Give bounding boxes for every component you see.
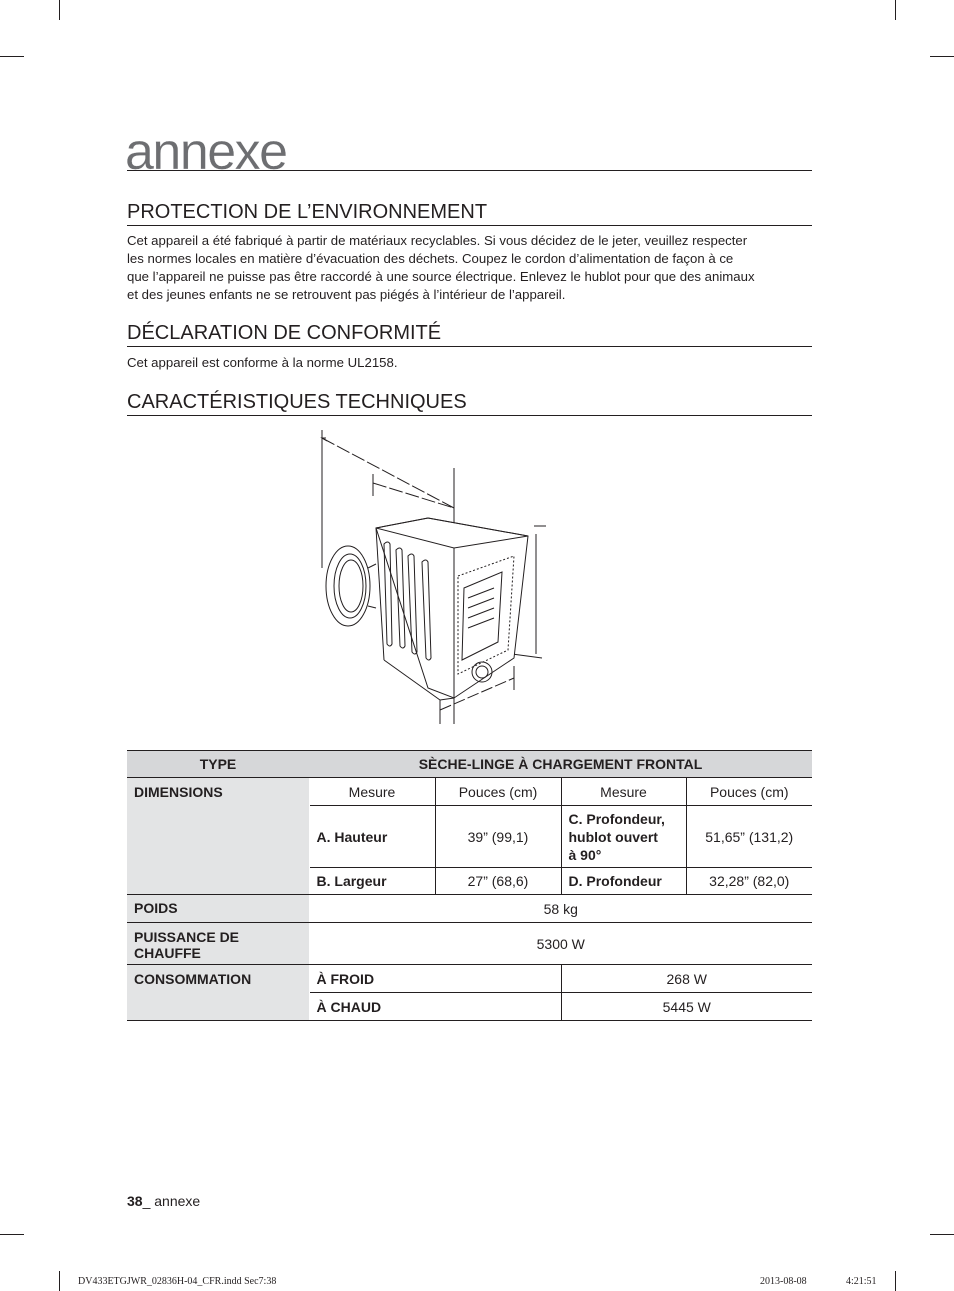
page-number: 38 bbox=[127, 1193, 143, 1209]
cold-value: 268 W bbox=[561, 965, 812, 993]
crop-mark bbox=[895, 1271, 896, 1291]
table-row bbox=[127, 965, 812, 993]
depth-door-open-value: 51,65” (131,2) bbox=[686, 806, 812, 868]
table-row bbox=[127, 751, 812, 778]
column-header: Pouces (cm) bbox=[435, 778, 561, 806]
paragraph-line: les normes locales en matière d’évacuation des déchets. Coupez le cordon d’alimentation de façon à ce bbox=[127, 251, 734, 266]
depth-door-open-label-line: à 90° bbox=[568, 846, 602, 863]
crop-mark bbox=[0, 1234, 24, 1235]
print-slug-date: 2013-08-08 bbox=[760, 1276, 807, 1287]
paragraph-line: que l’appareil ne puisse pas être raccordé à une source électrique. Enlevez le hublot pour que des animaux bbox=[127, 269, 755, 284]
print-slug-time: 4:21:51 bbox=[846, 1276, 877, 1287]
width-label: B. Largeur bbox=[309, 868, 435, 895]
hot-label: À CHAUD bbox=[309, 993, 561, 1021]
height-value: 39” (99,1) bbox=[435, 806, 561, 868]
crop-mark bbox=[930, 56, 954, 57]
weight-value: 58 kg bbox=[309, 895, 812, 923]
print-slug-file: DV433ETGJWR_02836H-04_CFR.indd Sec7:38 bbox=[78, 1276, 277, 1287]
crop-mark bbox=[930, 1234, 954, 1235]
type-value: SÈCHE-LINGE À CHARGEMENT FRONTAL bbox=[309, 751, 812, 778]
weight-label: POIDS bbox=[127, 895, 309, 923]
heating-power-value: 5300 W bbox=[309, 923, 812, 965]
section-heading-environment: PROTECTION DE L’ENVIRONNEMENT bbox=[127, 201, 812, 226]
page-footer bbox=[127, 1193, 200, 1209]
environment-paragraph bbox=[127, 232, 817, 304]
heating-power-label-line: PUISSANCE DE bbox=[134, 929, 240, 945]
depth-door-open-label-line: C. Profondeur, bbox=[568, 810, 665, 827]
height-label: A. Hauteur bbox=[309, 806, 435, 868]
column-header: Pouces (cm) bbox=[686, 778, 812, 806]
heating-power-label bbox=[127, 923, 309, 965]
dimensions-label: DIMENSIONS bbox=[127, 778, 309, 895]
crop-mark bbox=[895, 0, 896, 20]
table-row bbox=[127, 923, 812, 965]
crop-mark bbox=[59, 0, 60, 20]
width-value: 27” (68,6) bbox=[435, 868, 561, 895]
paragraph-line: Cet appareil a été fabriqué à partir de matériaux recyclables. Si vous décidez de le jeter, veuillez respecter bbox=[127, 233, 748, 248]
specification-table bbox=[127, 750, 812, 1021]
paragraph-line: Cet appareil est conforme à la norme UL2158. bbox=[127, 355, 398, 370]
section-heading-conformity: DÉCLARATION DE CONFORMITÉ bbox=[127, 322, 812, 347]
depth-value: 32,28” (82,0) bbox=[686, 868, 812, 895]
consumption-label: CONSOMMATION bbox=[127, 965, 309, 1021]
type-label: TYPE bbox=[127, 751, 309, 778]
chapter-title bbox=[125, 118, 812, 181]
paragraph-line: et des jeunes enfants ne se retrouvent pas piégés à l’intérieur de l’appareil. bbox=[127, 287, 566, 302]
conformity-paragraph bbox=[127, 354, 817, 372]
heating-power-label-line: CHAUFFE bbox=[134, 945, 201, 961]
crop-mark bbox=[59, 1271, 60, 1291]
chapter-title-text: annexe bbox=[125, 123, 287, 181]
column-header: Mesure bbox=[309, 778, 435, 806]
table-row bbox=[127, 778, 812, 806]
column-header: Mesure bbox=[561, 778, 686, 806]
crop-mark bbox=[0, 56, 24, 57]
hot-value: 5445 W bbox=[561, 993, 812, 1021]
page-footer-label: _ annexe bbox=[142, 1193, 201, 1209]
dryer-dimensions-illustration bbox=[318, 428, 554, 724]
depth-label: D. Profondeur bbox=[561, 868, 686, 895]
depth-door-open-label-line: hublot ouvert bbox=[568, 828, 658, 845]
cold-label: À FROID bbox=[309, 965, 561, 993]
depth-door-open-label bbox=[561, 806, 686, 868]
table-row bbox=[127, 895, 812, 923]
section-heading-specifications: CARACTÉRISTIQUES TECHNIQUES bbox=[127, 391, 812, 416]
